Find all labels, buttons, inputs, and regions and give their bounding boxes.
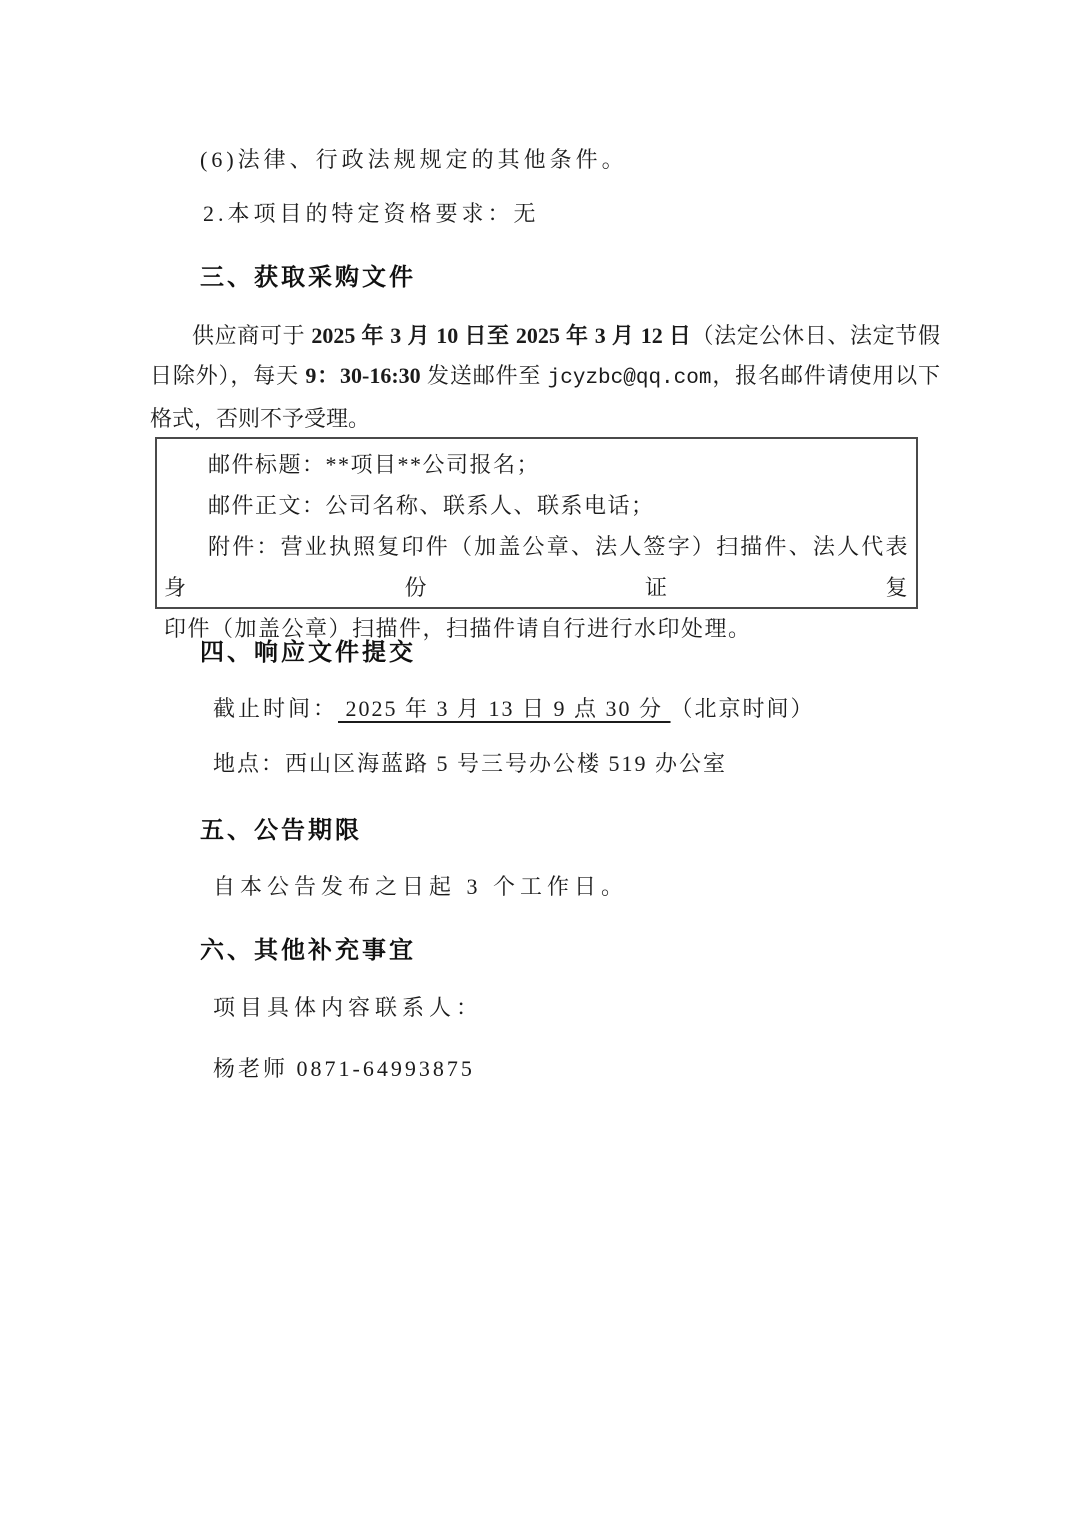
para-text: ，报名邮件请使用以下 <box>711 363 940 388</box>
deadline-line <box>213 694 815 724</box>
email-address: jcyzbc@qq.com <box>547 367 712 390</box>
paragraph-line-2 <box>150 356 940 399</box>
para-text: 发送邮件至 <box>420 363 548 388</box>
bold-date-range: 2025 年 3 月 10 日至 2025 年 3 月 12 日 <box>311 323 692 348</box>
attachment-line-2: 印件（加盖公章）扫描件，扫描件请自行进行水印处理。 <box>164 616 752 641</box>
section-3-heading: 三、获取采购文件 <box>200 264 416 291</box>
email-body-line: 邮件正文：公司名称、联系人、联系电话； <box>208 493 655 518</box>
para-text: 供应商可于 <box>192 323 312 348</box>
bold-time-range: 9：30-16:30 <box>305 363 421 388</box>
para-text: 日除外），每天 <box>150 363 306 388</box>
deadline-label: 截止时间： <box>213 696 339 721</box>
para-text: （法定公休日、法定节假 <box>691 323 940 348</box>
procurement-paragraph <box>150 316 940 439</box>
location-line: 地点：西山区海蓝路 5 号三号办公楼 519 办公室 <box>213 751 728 776</box>
contact-label-line: 项目具体内容联系人： <box>213 995 484 1020</box>
email-format-box <box>155 437 918 641</box>
deadline-value-underlined: 2025 年 3 月 13 日 9 点 30 分 <box>338 696 671 721</box>
deadline-timezone: （北京时间） <box>670 696 815 721</box>
clause-2-line: 2.本项目的特定资格要求：无 <box>203 201 540 226</box>
section-5-heading: 五、公告期限 <box>200 817 362 844</box>
attachment-line-1: 附件：营业执照复印件（加盖公章、法人签字）扫描件、法人代表身份证复 <box>164 534 909 600</box>
contact-info-line: 杨老师 0871-64993875 <box>213 1056 475 1081</box>
para-text: 格式，否则不予受理。 <box>150 406 371 431</box>
clause-6-line: (6)法律、行政法规规定的其他条件。 <box>200 147 628 172</box>
paragraph-line-1 <box>150 316 940 356</box>
section-6-heading: 六、其他补充事宜 <box>200 937 416 964</box>
email-subject-line: 邮件标题：**项目**公司报名； <box>208 452 541 477</box>
paragraph-line-3 <box>150 399 940 439</box>
announcement-period-line: 自本公告发布之日起 3 个工作日。 <box>213 874 629 899</box>
section-4-heading: 四、响应文件提交 <box>200 639 416 666</box>
